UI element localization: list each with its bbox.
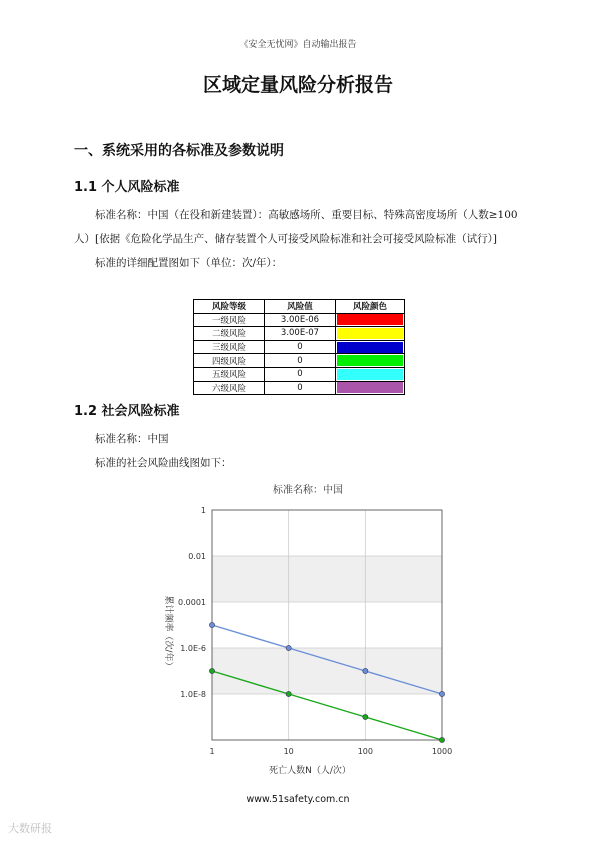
risk-table-header-row — [194, 300, 405, 314]
social-paragraph — [74, 427, 529, 475]
risk-table-header-color: 风险颜色 — [336, 300, 405, 314]
risk-value-cell: 3.00E-07 — [265, 327, 336, 341]
chart-data-point — [209, 622, 214, 627]
risk-table-row — [194, 354, 405, 368]
risk-color-swatch — [337, 355, 403, 366]
chart-title: 标准名称：中国 — [273, 485, 343, 496]
chart-band — [212, 602, 442, 648]
risk-color-swatch — [337, 369, 403, 380]
risk-table-header-value: 风险值 — [265, 300, 336, 314]
risk-color-cell — [336, 327, 405, 341]
chart-data-point — [286, 645, 291, 650]
watermark-logo: 大数研报 — [8, 822, 52, 835]
risk-table — [193, 299, 405, 395]
chart-y-tick-label: 1 — [200, 506, 206, 515]
page-footer: www.51safety.com.cn — [246, 794, 350, 805]
chart-x-tick-label: 1000 — [431, 747, 453, 756]
risk-table-row — [194, 340, 405, 354]
chart-data-point — [439, 737, 444, 742]
risk-value-cell: 0 — [265, 354, 336, 368]
chart-y-tick-label: 1.0E-8 — [180, 690, 206, 699]
section-heading-1-2: 1.2 社会风险标准 — [74, 404, 180, 419]
risk-level-cell: 一级风险 — [194, 313, 265, 327]
risk-level-cell: 六级风险 — [194, 381, 265, 395]
risk-color-cell — [336, 367, 405, 381]
risk-color-swatch — [337, 314, 403, 325]
config-text: 标准的详细配置图如下（单位：次/年）： — [95, 257, 283, 269]
social-risk-chart — [150, 478, 453, 778]
risk-color-swatch — [337, 328, 403, 339]
risk-level-cell: 二级风险 — [194, 327, 265, 341]
chart-y-label: 累计频率（次/年） — [163, 595, 173, 671]
risk-color-swatch — [337, 382, 403, 393]
chart-x-tick-label: 100 — [357, 747, 373, 756]
risk-value-cell: 3.00E-06 — [265, 313, 336, 327]
section-heading-1-1: 1.1 个人风险标准 — [74, 180, 180, 195]
risk-value-cell: 0 — [265, 340, 336, 354]
chart-data-point — [439, 691, 444, 696]
chart-band — [212, 510, 442, 556]
chart-data-point — [363, 668, 368, 673]
chart-data-point — [363, 714, 368, 719]
risk-value-cell: 0 — [265, 381, 336, 395]
risk-color-cell — [336, 354, 405, 368]
risk-level-cell: 五级风险 — [194, 367, 265, 381]
chart-y-tick-label: 0.01 — [188, 552, 206, 561]
chart-band — [212, 556, 442, 602]
risk-table-row — [194, 367, 405, 381]
risk-table-row — [194, 313, 405, 327]
risk-level-cell: 三级风险 — [194, 340, 265, 354]
risk-color-cell — [336, 381, 405, 395]
risk-table-header-level: 风险等级 — [194, 300, 265, 314]
standard-text: 标准名称：中国（在役和新建装置）：高敏感场所、重要目标、特殊高密度场所（人数≥100人）[依据《危险化学品生产、储存装置个人可接受风险标准和社会可接受风险标准（试行）] — [74, 209, 518, 245]
risk-color-cell — [336, 340, 405, 354]
risk-table-row — [194, 381, 405, 395]
chart-x-label: 死亡人数N（人/次） — [269, 766, 351, 776]
page-header: 《安全无忧网》自动输出报告 — [239, 40, 357, 50]
risk-color-cell — [336, 313, 405, 327]
risk-level-cell: 四级风险 — [194, 354, 265, 368]
chart-band — [212, 694, 442, 740]
chart-y-tick-label: 0.0001 — [178, 598, 206, 607]
chart-band — [212, 648, 442, 694]
chart-x-tick-label: 10 — [283, 747, 294, 756]
page-title: 区域定量风险分析报告 — [202, 74, 393, 96]
chart-x-tick-label: 1 — [209, 747, 215, 756]
risk-color-swatch — [337, 342, 403, 353]
section-heading-1: 一、系统采用的各标准及参数说明 — [74, 143, 284, 159]
standard-paragraph — [74, 203, 529, 275]
chart-data-point — [286, 691, 291, 696]
social-curve-text: 标准的社会风险曲线图如下： — [95, 457, 232, 469]
chart-data-point — [209, 668, 214, 673]
chart-y-tick-label: 1.0E-6 — [180, 644, 206, 653]
risk-value-cell: 0 — [265, 367, 336, 381]
social-standard-text: 标准名称：中国 — [95, 433, 169, 445]
risk-table-row — [194, 327, 405, 341]
